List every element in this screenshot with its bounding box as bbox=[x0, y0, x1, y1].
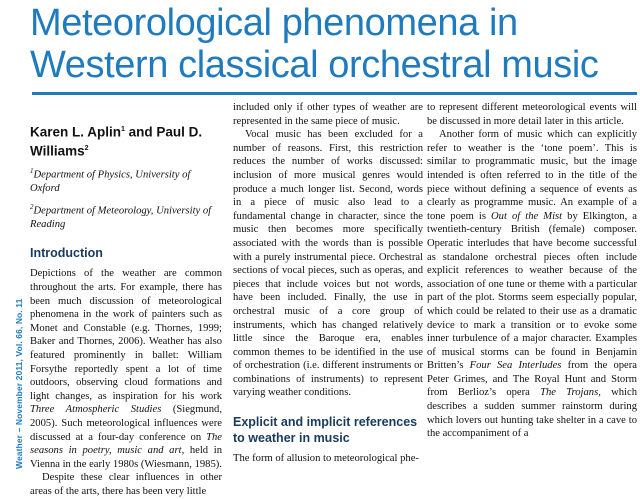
intro-italic-1: Three Atmospheric Studies bbox=[30, 404, 162, 416]
intro-paragraph-1 bbox=[30, 267, 222, 471]
author-sup-1: 1 bbox=[121, 126, 125, 133]
author-name-2: and Paul D. Williams bbox=[30, 124, 203, 158]
column-3 bbox=[427, 101, 637, 469]
affiliation-2 bbox=[30, 201, 222, 232]
column-1 bbox=[30, 101, 222, 497]
affiliation-1 bbox=[30, 165, 222, 196]
intro-text-c: , held in Vienna in the early 1980s (Wiesmann, 1985). bbox=[30, 445, 222, 470]
author-sup-2: 2 bbox=[84, 144, 89, 152]
col2-paragraph-1: included only if other types of weather are represented in the same piece of music. bbox=[233, 102, 423, 127]
col2-paragraph-3: The form of allusion to meteorological phe- bbox=[233, 453, 419, 465]
author-list bbox=[30, 122, 222, 159]
title-rule bbox=[32, 92, 637, 95]
col3-italic-2: Four Sea Interludes bbox=[469, 360, 562, 372]
col3-italic-3: The Trojans bbox=[540, 387, 599, 399]
affiliation-2-text: Department of Meteorology, University of Reading bbox=[30, 205, 212, 230]
col3-text-d: , which describes a sudden summer rainstorm during which lovers out hunting take shelter in a cave to the accompaniment of a bbox=[427, 387, 637, 440]
intro-italic-2: The seasons in poetry, music and art bbox=[30, 431, 222, 457]
journal-sidebar bbox=[0, 100, 22, 469]
col2-paragraph-2: Vocal music has been excluded for a number of reasons. First, this restriction reduces the number of works discussed: inclusion of more musical genres would produce a much longer list. Second, words in a piece of music also lead to a fundamental change in character, since the music then becomes more specifically associated with the words than is possible with a purely instrumental piece. Orchestral sections of vocal pieces, such as operas, and pieces that include voices but not words, have been included. Finally, the use in orchestral music of a core group of instruments, which has changed relatively little since the Baroque era, enables common themes to be identified in the use of orchestration (i.e. different instruments or combinations of instruments) to represent varying weather conditions. bbox=[233, 129, 423, 399]
affiliation-1-num: 1 bbox=[30, 167, 34, 175]
intro-text-a: Depictions of the weather are common throughout the arts. For example, there has been much discussion of meteorological phenomena in the work of painters such as Monet and Constable (e.g. Thornes, 1999; Baker and Thornes, 2006). Weather has also featured prominently in ballet: William Forsythe reportedly spent a lot of time outdoors, observing cloud formations and light changes, as inspiration for his work bbox=[30, 268, 222, 402]
col3-italic-1: Out of the Mist bbox=[491, 210, 563, 222]
author-name-1: Karen L. Aplin bbox=[30, 124, 122, 140]
section-heading-explicit: Explicit and implicit references to weather in music bbox=[233, 415, 418, 446]
col3-paragraph-2 bbox=[427, 128, 637, 441]
column-2 bbox=[233, 101, 423, 469]
article-title bbox=[30, 2, 636, 86]
affiliation-1-text: Department of Physics, University of Oxford bbox=[30, 169, 191, 195]
intro-text-b: (Siegmund, 2005). Such meteorological influences were discussed at a four-day conference on bbox=[30, 404, 222, 443]
title-line-1: Meteorological phenomena in bbox=[30, 2, 518, 44]
col3-text-b: by Elkington, a twentieth-century British (female) composer. Operatic interludes that have become successful as standalone orchestral pieces often include explicit references to weather because of the association of one tune or theme with a particular part of the plot. Storms seem especially popular, which could be related to their use as a dramatic device to mark a transition or to evoke some inner turbulence of a major character. Examples of musical storms can be found in Benjamin Britten’s bbox=[427, 210, 637, 372]
section-heading-introduction: Introduction bbox=[30, 246, 103, 261]
col3-paragraph-1: to represent different meteorological events will be discussed in more detail later in this article. bbox=[427, 102, 637, 127]
intro-paragraph-2: Despite these clear influences in other areas of the arts, there has been very little bbox=[30, 472, 222, 497]
col3-text-c: from the opera Peter Grimes, and The Royal Hunt and Storm from Berlioz’s opera bbox=[427, 360, 637, 399]
col3-text-a: Another form of music which can explicitly refer to weather is the ‘tone poem’. This is similar to programmatic music, but the image intended is often referred to in the title of the piece without defining a sequence of events as clearly as programme music. An example of a tone poem is bbox=[427, 129, 637, 222]
title-line-2: Western classical orchestral music bbox=[30, 44, 599, 86]
affiliation-2-num: 2 bbox=[30, 202, 34, 211]
journal-sidebar-text: Weather – November 2011, Vol. 66, No. 11 bbox=[14, 298, 24, 469]
